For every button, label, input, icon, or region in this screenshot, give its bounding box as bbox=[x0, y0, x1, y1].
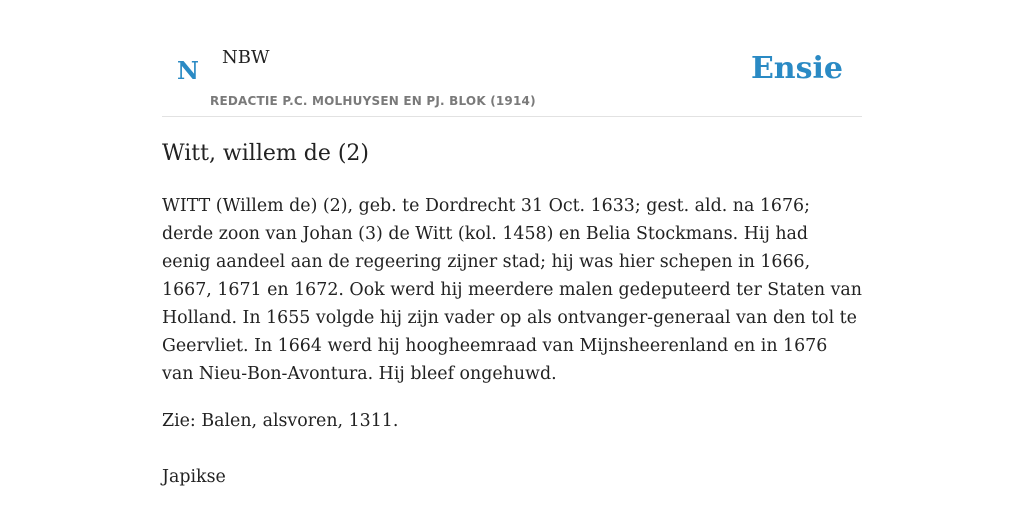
article-body: WITT (Willem de) (2), geb. te Dordrecht 31 Oct. 1633; gest. ald. na 1676; derde zoon van Johan (3) de Witt (kol. 1458) en Belia Stockmans. Hij had eenig aandeel aan de regeering zijner stad; hij was hier schepen in 1666, 1667, 1671 en 1672. Ook werd hij meerdere malen gedeputeerd ter Staten van Holland. In 1655 volgde hij zijn vader op als ontvanger-generaal van den tol te Geervliet. In 1664 werd hij hoogheemraad van Mijnsheerenland en in 1676 van Nieu-Bon-Avontura. Hij bleef ongehuwd. bbox=[162, 196, 862, 384]
source-header bbox=[162, 0, 862, 117]
article-page bbox=[162, 0, 862, 512]
see-also-reference: Zie: Balen, alsvoren, 1311. bbox=[162, 411, 399, 431]
article-title: Witt, willem de (2) bbox=[162, 141, 370, 166]
source-name: NBW bbox=[222, 47, 270, 68]
brand-logo-link[interactable]: Ensie bbox=[750, 51, 843, 86]
source-logo: N bbox=[177, 56, 199, 85]
source-editors: REDACTIE P.C. MOLHUYSEN EN PJ. BLOK (1914) bbox=[210, 94, 536, 108]
article-author: Japikse bbox=[162, 467, 226, 487]
